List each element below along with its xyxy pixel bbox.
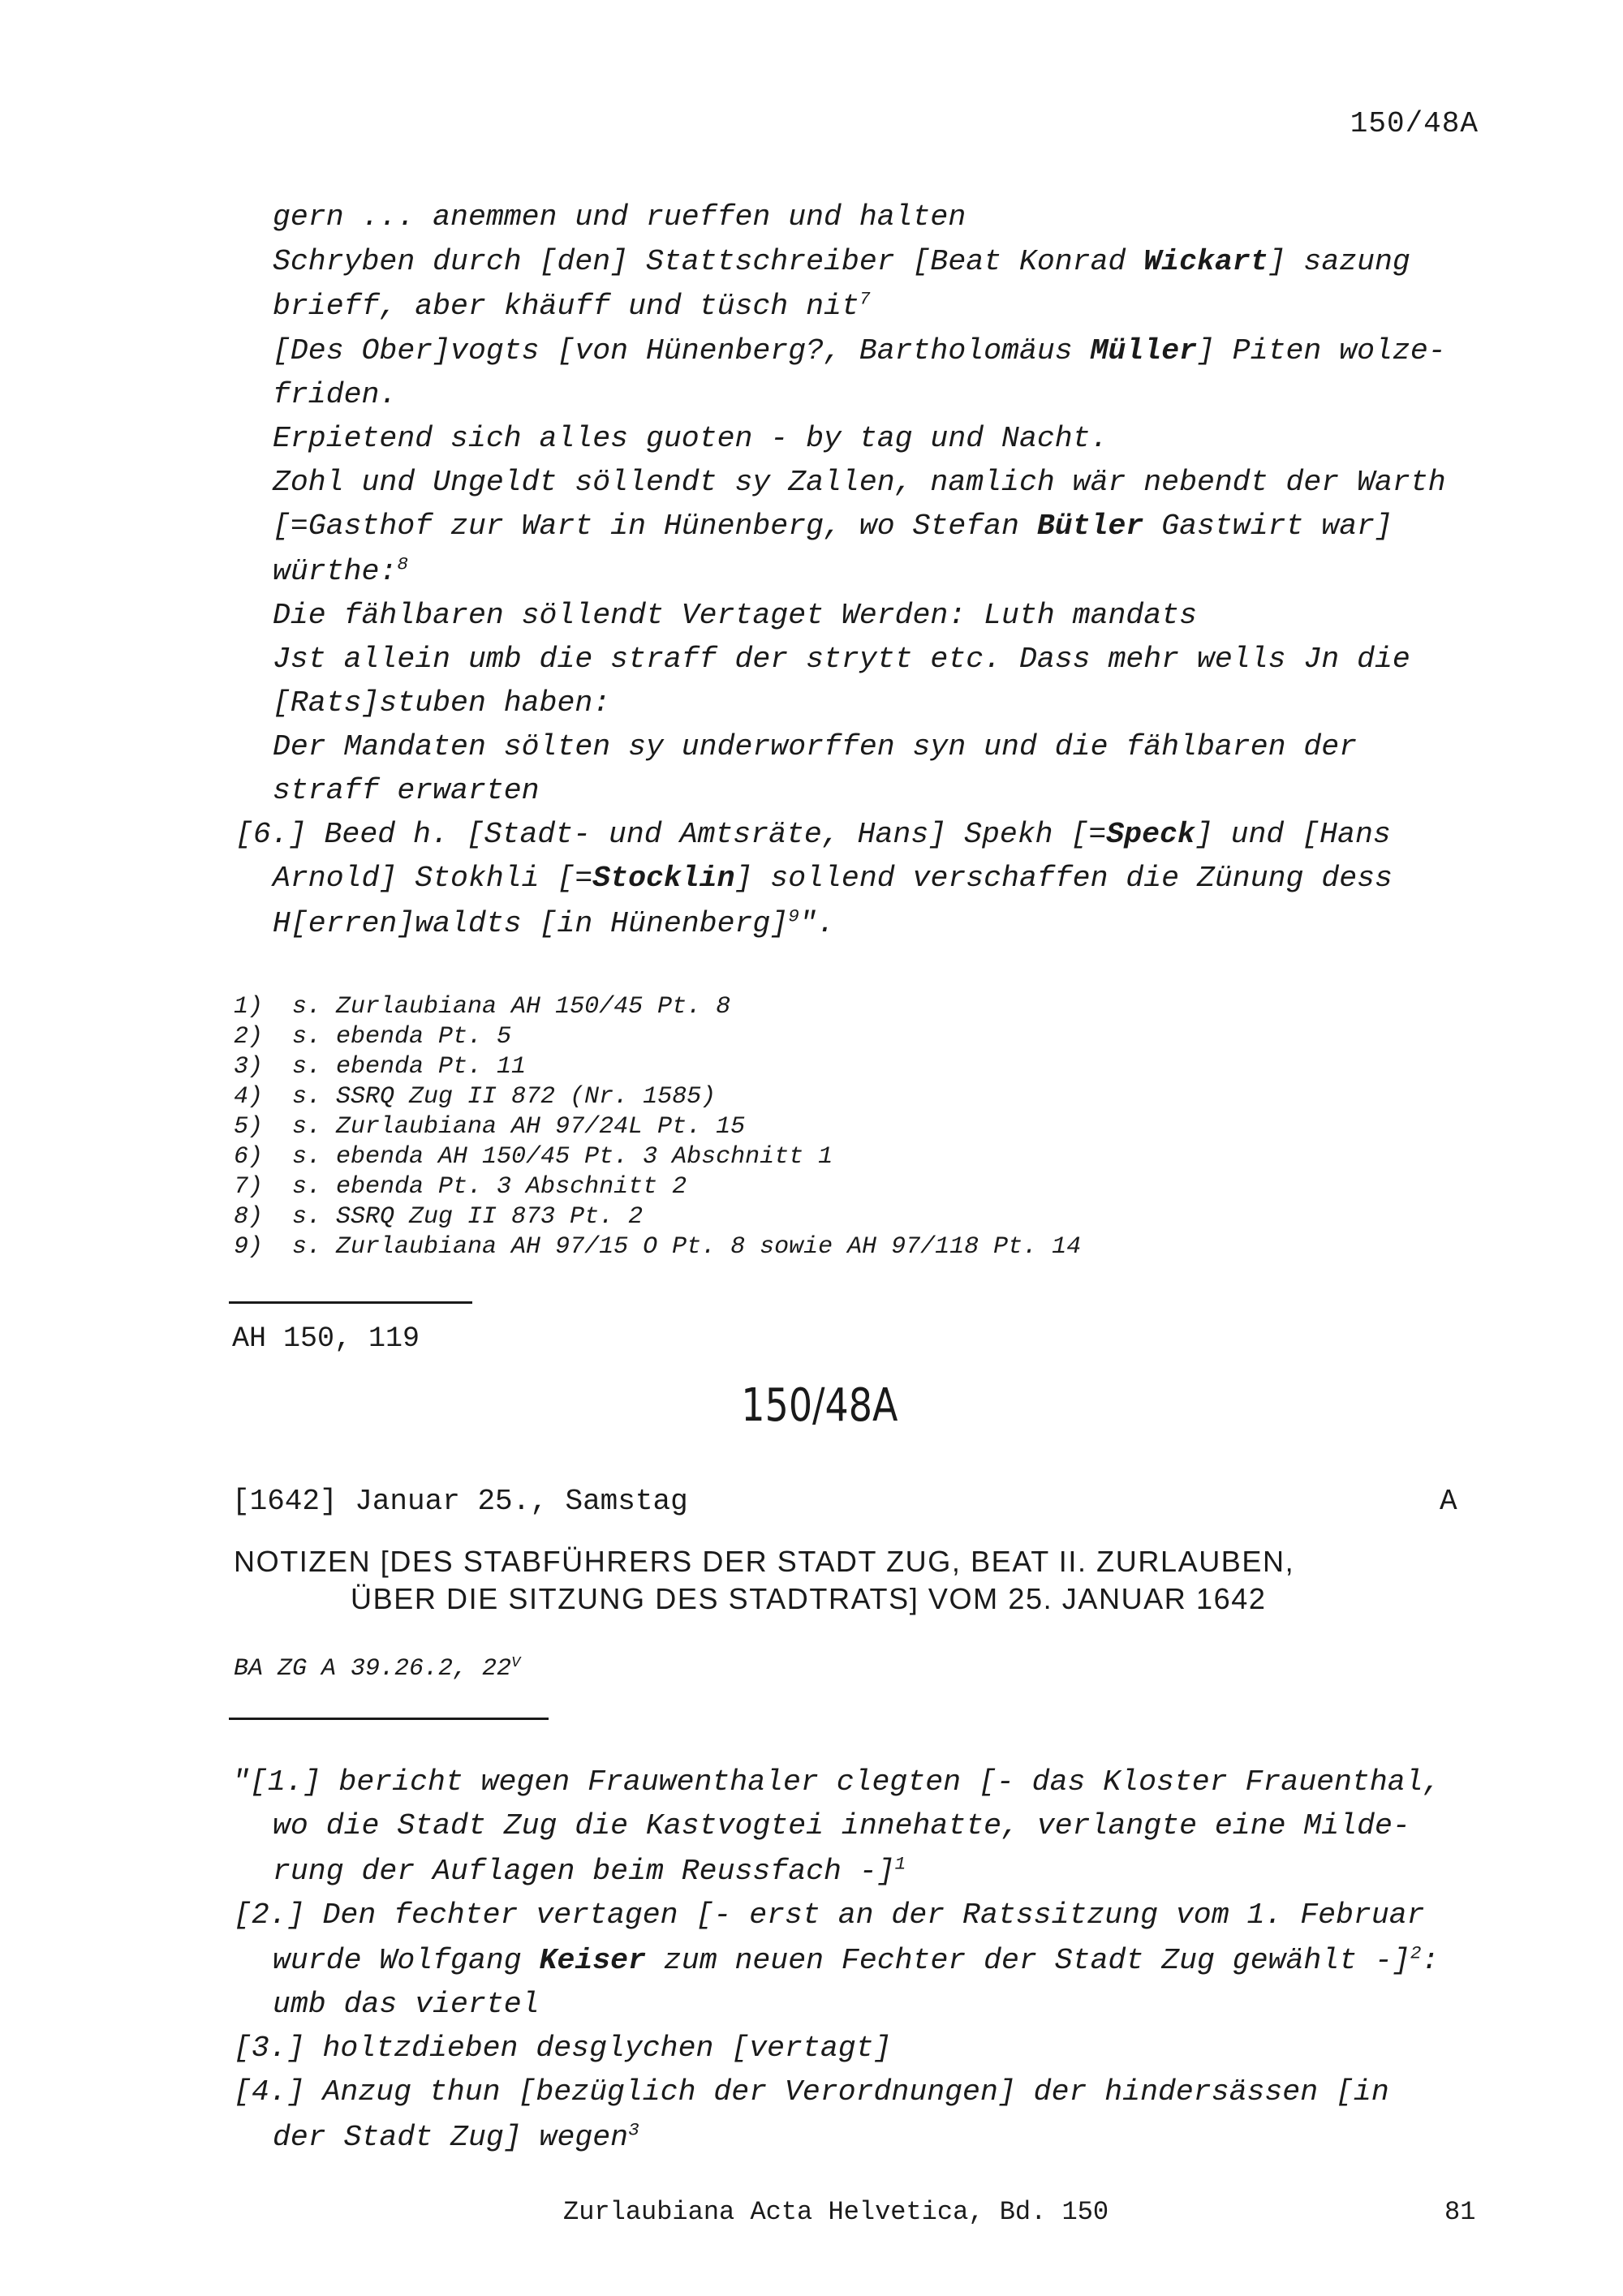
text-span: Erpietend sich alles guoten - by tag und Nacht. [273, 422, 1109, 455]
text-span: ] sollend verschaffen die Zünung dess [734, 862, 1393, 895]
person-name: Bütler [1036, 510, 1144, 543]
section-divider [229, 1718, 549, 1720]
text-line [273, 245, 1410, 278]
text-span: [3.] holtzdieben desglychen [vertagt] [234, 2032, 892, 2065]
text-line [273, 643, 1410, 676]
text-span: zum neuen Fechter der Stadt Zug gewählt -] [645, 1944, 1410, 1977]
text-span: Jst allein umb die straff der strytt etc. Dass mehr wells Jn die [273, 643, 1410, 676]
text-line [273, 730, 1357, 763]
text-line [273, 599, 1197, 632]
text-span: Schryben durch [den] Stattschreiber [Beat Konrad [273, 245, 1144, 278]
text-span: brieff, aber khäuff und tüsch nit [273, 290, 859, 323]
text-line [232, 1765, 1440, 1799]
text-line [273, 466, 1446, 499]
footnote-marker: 1 [894, 1853, 906, 1875]
text-line [273, 1988, 540, 2021]
person-name: Keiser [539, 1944, 646, 1977]
text-span: [Des Ober]vogts [von Hünenberg?, Bartholomäus [273, 334, 1091, 368]
text-line [273, 422, 1108, 455]
text-span: würthe: [273, 555, 398, 588]
text-span: Gastwirt war] [1143, 510, 1393, 543]
entry-letter: A [1440, 1485, 1457, 1518]
text-span: : [1421, 1944, 1440, 1977]
footnote: 7) s. ebenda Pt. 3 Abschnitt 2 [234, 1173, 687, 1201]
text-span: wo die Stadt Zug die Kastvogtei innehatte, verlangte eine Milde- [273, 1809, 1410, 1842]
text-span: umb das viertel [273, 1988, 540, 2021]
person-name: Wickart [1143, 245, 1268, 278]
text-line [273, 1809, 1410, 1842]
text-span: straff erwarten [273, 774, 540, 807]
text-span: [4.] Anzug thun [bezüglich der Verordnungen] der hindersässen [in [234, 2075, 1389, 2109]
footnote-marker: 9 [788, 905, 799, 927]
text-line [235, 818, 1391, 851]
text-span: [Rats]stuben haben: [273, 686, 611, 720]
text-line [273, 907, 835, 940]
person-name: Stocklin [592, 862, 735, 895]
text-line [273, 686, 610, 720]
text-line [273, 862, 1393, 895]
footer-publication: Zurlaubiana Acta Helvetica, Bd. 150 [563, 2197, 1109, 2227]
person-name: Müller [1090, 334, 1197, 368]
text-line [273, 774, 540, 807]
entry-date: [1642] Januar 25., Samstag [232, 1485, 688, 1518]
text-line [234, 2032, 891, 2065]
footnote: 8) s. SSRQ Zug II 873 Pt. 2 [234, 1203, 644, 1231]
footnote: 2) s. ebenda Pt. 5 [234, 1023, 512, 1051]
text-line [273, 2121, 639, 2154]
footnote: 4) s. SSRQ Zug II 872 (Nr. 1585) [234, 1083, 717, 1111]
text-line [273, 378, 397, 411]
text-span: ] und [Hans [1195, 818, 1391, 851]
text-span: Der Mandaten sölten sy underworffen syn und die fählbaren der [273, 730, 1358, 763]
text-line [273, 1855, 906, 1888]
text-span: "[1.] bericht wegen Frauwenthaler clegten [- das Kloster Frauenthal, [232, 1765, 1441, 1799]
footnote: 6) s. ebenda AH 150/45 Pt. 3 Abschnitt 1 [234, 1143, 833, 1171]
footnote-marker: 7 [859, 288, 871, 310]
archive-ref-superscript: V [511, 1653, 521, 1671]
text-span: [2.] Den fechter vertagen [- erst an der Ratssitzung vom 1. Februar [234, 1898, 1425, 1932]
footnote-marker: 3 [628, 2119, 639, 2141]
text-line [273, 1944, 1439, 1977]
text-line [273, 334, 1446, 368]
text-span: rung der Auflagen beim Reussfach -] [273, 1855, 895, 1888]
footnote: 3) s. ebenda Pt. 11 [234, 1053, 527, 1081]
archive-ref-text: BA ZG A 39.26.2, 22 [234, 1655, 512, 1683]
text-line [273, 200, 966, 234]
entry-heading-line-2: ÜBER DIE SITZUNG DES STADTRATS] VOM 25. JANUAR 1642 [351, 1582, 1267, 1615]
text-span: friden. [273, 378, 398, 411]
text-span: ". [799, 907, 835, 940]
footnote-marker: 2 [1410, 1942, 1422, 1964]
text-span: [=Gasthof zur Wart in Hünenberg, wo Stefan [273, 510, 1037, 543]
text-span: gern ... anemmen und rueffen und halten [273, 200, 966, 234]
text-line [234, 1898, 1425, 1932]
entry-heading-line-1: NOTIZEN [DES STABFÜHRERS DER STADT ZUG, BEAT II. ZURLAUBEN, [234, 1545, 1295, 1578]
text-span: Arnold] Stokhli [= [273, 862, 593, 895]
text-line [273, 510, 1393, 543]
footnote: 5) s. Zurlaubiana AH 97/24L Pt. 15 [234, 1113, 746, 1141]
text-span: ] sazung [1268, 245, 1410, 278]
entry-number-title: 150/48A [741, 1379, 898, 1432]
text-span: ] Piten wolze- [1197, 334, 1446, 368]
footnote: 9) s. Zurlaubiana AH 97/15 O Pt. 8 sowie AH 97/118 Pt. 14 [234, 1233, 1082, 1261]
text-span: H[erren]waldts [in Hünenberg] [273, 907, 789, 940]
text-span: wurde Wolfgang [273, 1944, 540, 1977]
section-divider [229, 1301, 472, 1304]
text-line [273, 290, 870, 323]
text-span: Zohl und Ungeldt söllendt sy Zallen, namlich wär nebendt der Warth [273, 466, 1446, 499]
footnote: 1) s. Zurlaubiana AH 150/45 Pt. 8 [234, 993, 731, 1021]
archive-reference [234, 1655, 520, 1683]
person-name: Speck [1106, 818, 1195, 851]
text-line [234, 2075, 1389, 2109]
text-span: der Stadt Zug] wegen [273, 2121, 629, 2154]
source-reference: AH 150, 119 [232, 1322, 420, 1355]
footnote-marker: 8 [397, 553, 408, 575]
text-span: [6.] Beed h. [Stadt- und Amtsräte, Hans] Spekh [= [235, 818, 1107, 851]
footer-page-number: 81 [1444, 2197, 1476, 2227]
text-span: Die fählbaren söllendt Vertaget Werden: Luth mandats [273, 599, 1197, 632]
running-header-entry-number: 150/48A [1350, 107, 1479, 140]
text-line [273, 555, 408, 588]
